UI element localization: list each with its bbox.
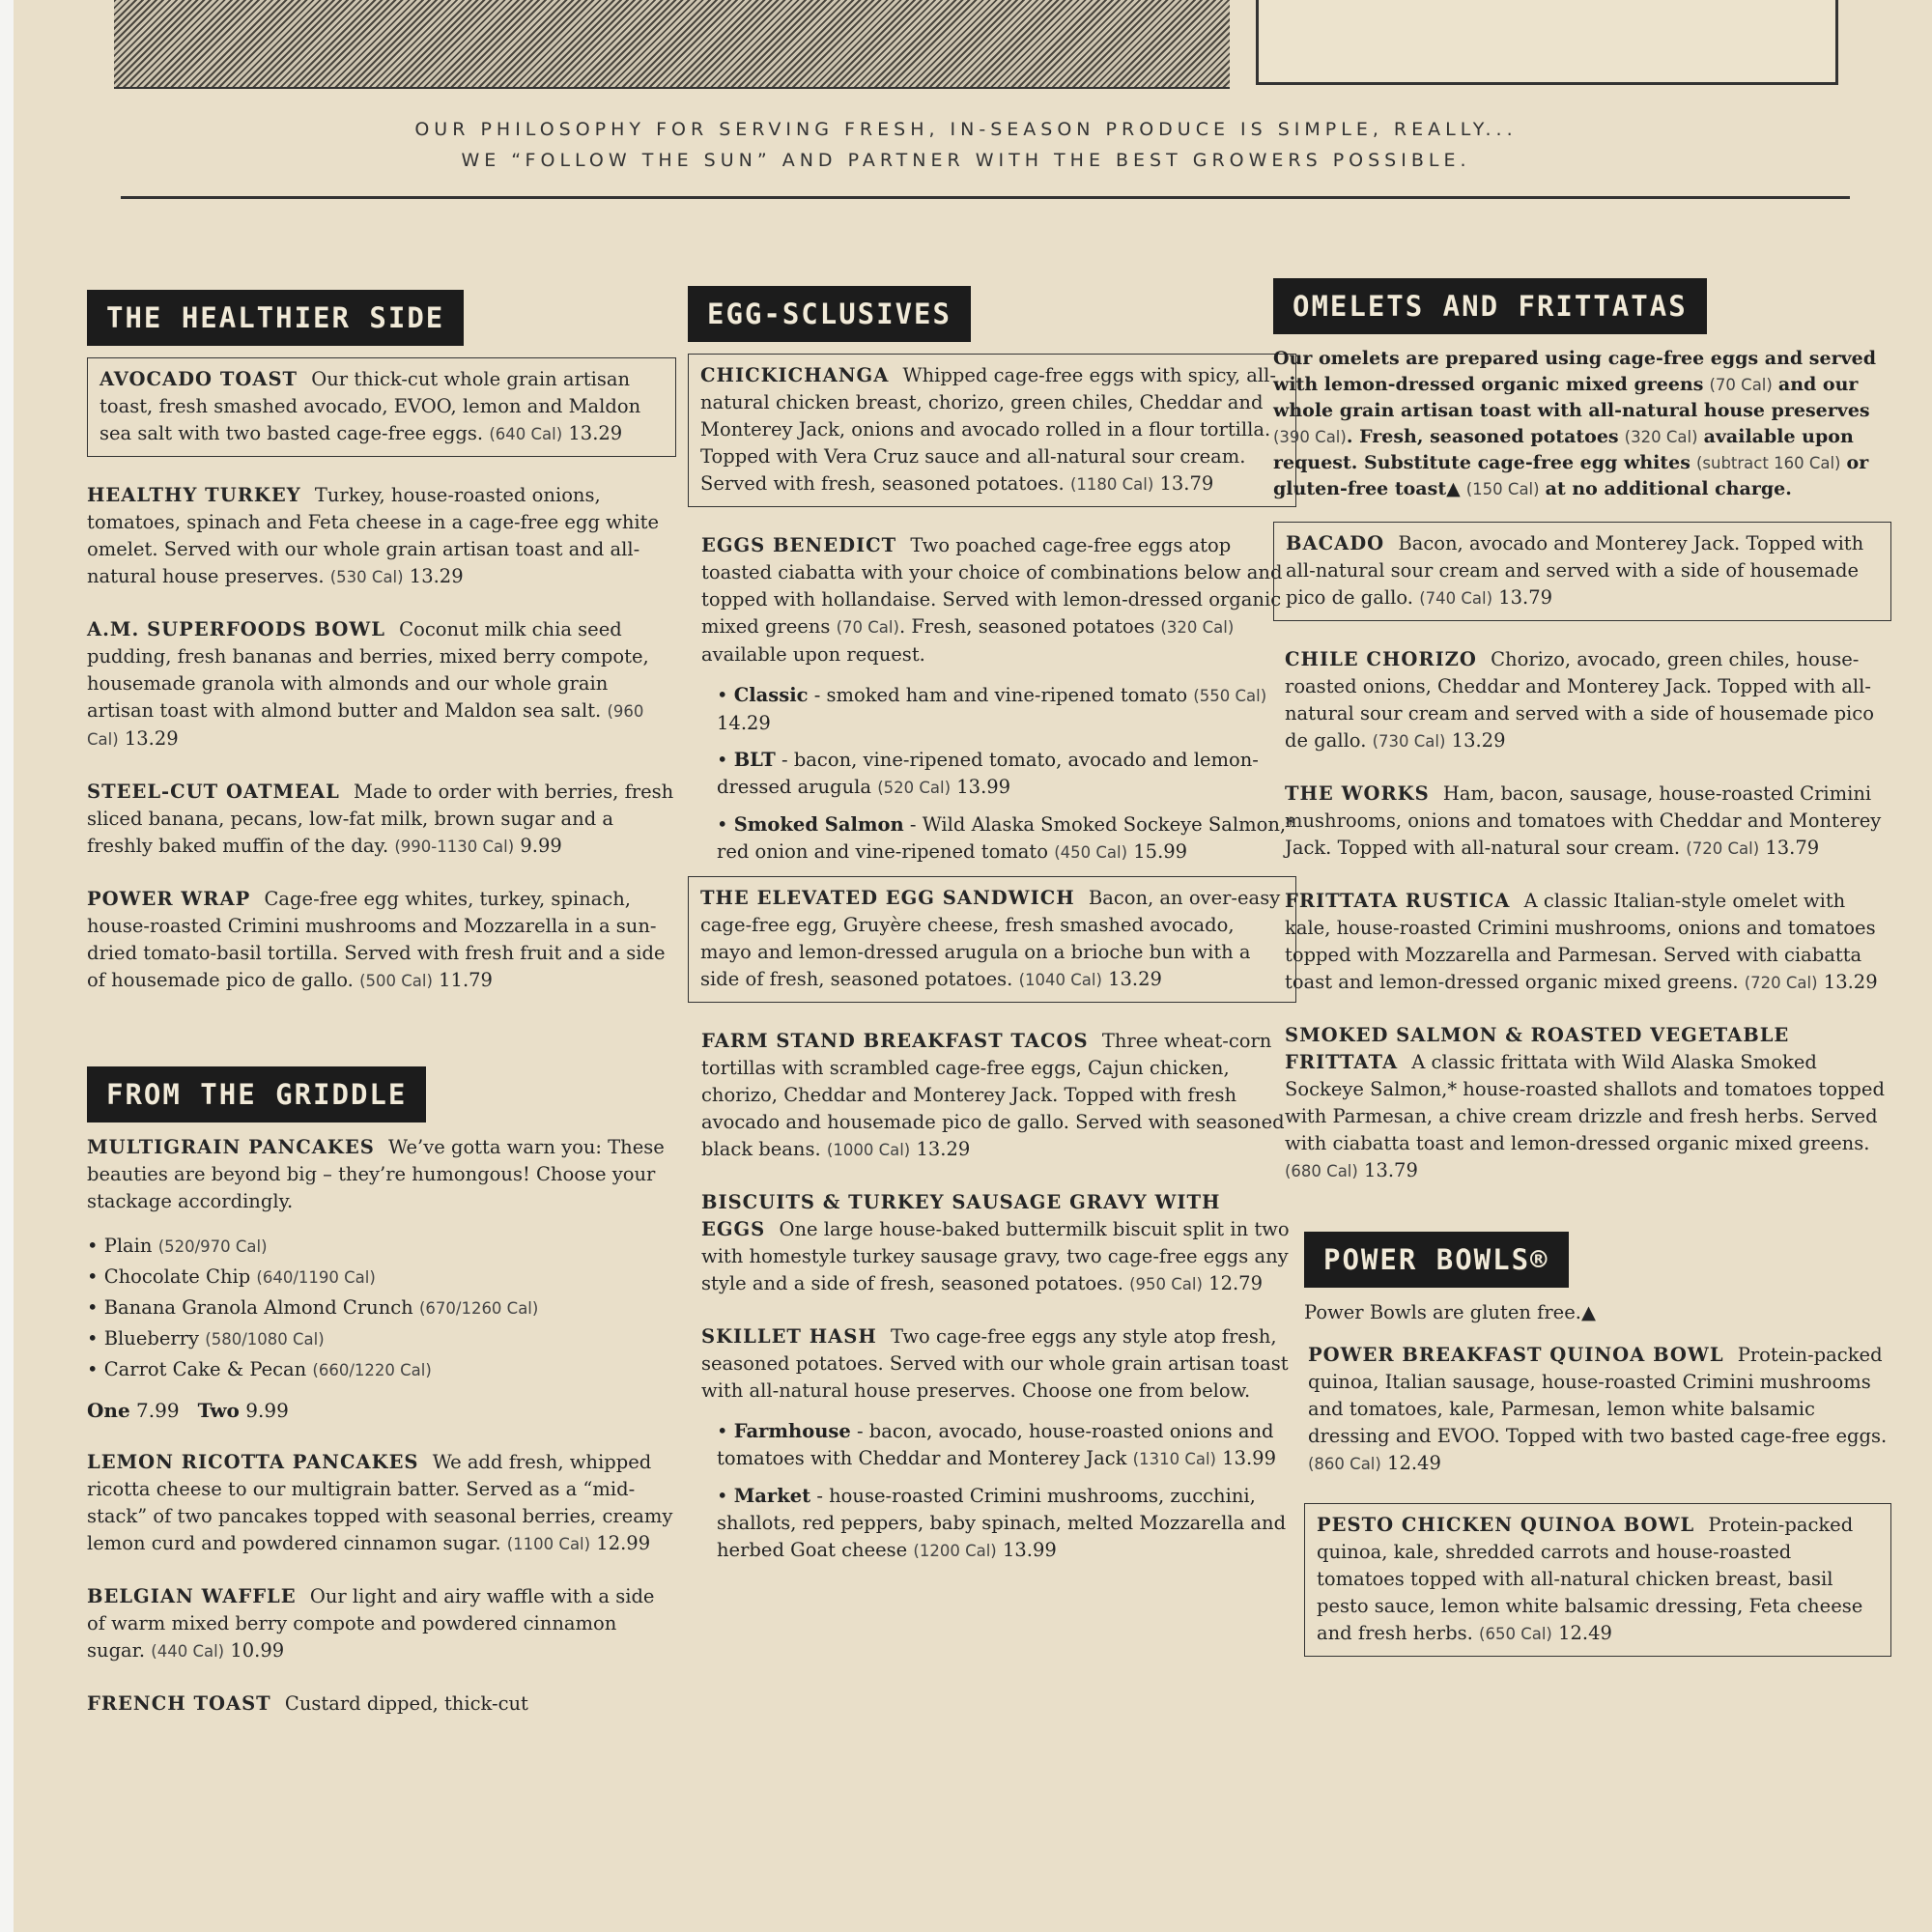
menu-item-avocado-toast: [87, 357, 676, 457]
item-desc: Three wheat-corn tortillas with scrambled cage-free eggs, Cajun chicken, chorizo, Cheddar and Monterey Jack. Topped with fresh avocado and housemade pico de gallo. Served with seasoned black beans.: [701, 1030, 1285, 1160]
item-name: CHILE CHORIZO: [1285, 648, 1477, 670]
item-calories: (950 Cal): [1129, 1275, 1203, 1293]
item-desc: We’ve gotta warn you: These beauties are beyond big – they’re humongous! Choose your stackage accordingly.: [87, 1136, 665, 1212]
item-price: 12.49: [1387, 1452, 1441, 1474]
item-desc: Custard dipped, thick-cut: [284, 1692, 528, 1715]
item-name: FRITTATA RUSTICA: [1285, 890, 1511, 912]
item-name: MULTIGRAIN PANCAKES: [87, 1136, 375, 1158]
spacer: [87, 1020, 676, 1066]
item-price: 12.99: [596, 1532, 651, 1554]
item-desc: Coconut milk chia seed pudding, fresh bananas and berries, mixed berry compote, housemade granola with almonds and our whole grain artisan toast with almond butter and Maldon sea salt.: [87, 618, 649, 722]
list-item: • Chocolate Chip (640/1190 Cal): [87, 1262, 676, 1293]
item-name: BACADO: [1286, 532, 1385, 554]
philosophy-line-2: WE “FOLLOW THE SUN” AND PARTNER WITH THE BEST GROWERS POSSIBLE.: [461, 150, 1471, 171]
menu-item-multigrain-pancakes: [87, 1134, 676, 1215]
section-title-egg: EGG-SCLUSIVES: [688, 286, 971, 342]
item-price: 13.29: [409, 565, 464, 587]
menu-item-quinoa-bowl: [1273, 1342, 1891, 1478]
menu-item-the-works: [1273, 781, 1891, 863]
section-title-griddle: FROM THE GRIDDLE: [87, 1066, 426, 1122]
header-frame: [1256, 0, 1838, 85]
section-title-healthier: THE HEALTHIER SIDE: [87, 290, 464, 346]
item-price: 13.29: [916, 1138, 971, 1160]
item-calories: (720 Cal): [1686, 839, 1760, 858]
item-calories: (650 Cal): [1479, 1625, 1552, 1643]
menu-item-power-wrap: [87, 886, 676, 995]
item-name: POWER WRAP: [87, 888, 251, 910]
item-calories: (860 Cal): [1308, 1455, 1381, 1473]
item-desc: We add fresh, whipped ricotta cheese to our multigrain batter. Served as a “mid-stack” of two pancakes topped with seasonal berries, creamy lemon curd and powdered cinnamon sugar.: [87, 1451, 673, 1554]
benedict-options: [717, 682, 1296, 867]
list-item: • Farmhouse - bacon, avocado, house-roasted onions and tomatoes with Cheddar and Monterey Jack (1310 Cal) 13.99: [717, 1418, 1296, 1473]
column-left: [87, 290, 676, 1743]
section-title-power-bowls: POWER BOWLS®: [1304, 1232, 1569, 1288]
paper-edge: [0, 0, 14, 1932]
item-desc: Protein-packed quinoa, Italian sausage, house-roasted Crimini mushrooms and tomatoes, kale, Parmesan, lemon white balsamic dressing and EVOO. Topped with two basted cage-free eggs.: [1308, 1344, 1888, 1447]
philosophy-line-1: OUR PHILOSOPHY FOR SERVING FRESH, IN-SEASON PRODUCE IS SIMPLE, REALLY...: [414, 119, 1518, 140]
item-desc: A classic Italian-style omelet with kale, house-roasted Crimini mushrooms, onions and tomatoes topped with Mozzarella and Parmesan. Served with ciabatta toast and lemon-dressed organic mixed greens.: [1285, 890, 1876, 993]
item-name: CHICKICHANGA: [700, 364, 890, 386]
item-desc: Cage-free egg whites, turkey, spinach, house-roasted Crimini mushrooms and Mozzarella in a sun-dried tomato-basil tortilla. Served with fresh fruit and a side of housemade pico de gallo.: [87, 888, 666, 991]
item-calories: (720 Cal): [1744, 974, 1818, 992]
item-name: BELGIAN WAFFLE: [87, 1585, 297, 1607]
omelets-intro: Our omelets are prepared using cage-free eggs and served with lemon-dressed organic mixed greens (70 Cal) and our whole grain artisan toast with all-natural house preserves (390 Cal). Fresh, seasoned potatoes (320 Cal) available upon request. Substitute cage-free egg whites (subtract 160 Cal) or gluten-free toast▲ (150 Cal) at no additional charge.: [1273, 348, 1877, 499]
menu-item-frittata-rustica: [1273, 888, 1891, 997]
item-desc: Made to order with berries, fresh sliced banana, pecans, low-fat milk, brown sugar and a freshly baked muffin of the day.: [87, 781, 674, 857]
item-calories: (440 Cal): [151, 1642, 225, 1661]
item-calories: (1100 Cal): [506, 1535, 591, 1553]
farm-illustration: [114, 0, 1230, 89]
item-name: THE ELEVATED EGG SANDWICH: [700, 887, 1075, 909]
pancake-options: [87, 1231, 676, 1385]
item-calories: (740 Cal): [1419, 589, 1493, 608]
item-price: 13.79: [1159, 472, 1214, 495]
pancake-prices: One 7.99 Two 9.99: [87, 1399, 289, 1422]
item-name: POWER BREAKFAST QUINOA BOWL: [1308, 1344, 1724, 1366]
menu-item-skillet-hash: [688, 1323, 1296, 1405]
item-price: 12.49: [1558, 1622, 1612, 1644]
column-right: [1273, 278, 1891, 1682]
menu-item-pesto-chicken-bowl: [1304, 1503, 1891, 1657]
item-price: 12.79: [1208, 1272, 1263, 1294]
item-desc: Two cage-free eggs any style atop fresh, seasoned potatoes. Served with our whole grain artisan toast with all-natural house preserves. Choose one from below.: [701, 1325, 1289, 1402]
power-bowls-note: Power Bowls are gluten free.▲: [1304, 1301, 1596, 1323]
item-name: LEMON RICOTTA PANCAKES: [87, 1451, 419, 1473]
item-desc: Bacon, an over-easy cage-free egg, Gruyère cheese, fresh smashed avocado, mayo and lemon-dressed arugula on a brioche bun with a side of fresh, seasoned potatoes.: [700, 887, 1281, 990]
item-desc: Ham, bacon, sausage, house-roasted Crimini mushrooms, onions and tomatoes with Cheddar and Monterey Jack. Topped with all-natural sour cream.: [1285, 782, 1882, 859]
menu-item-chile-chorizo: [1273, 646, 1891, 755]
item-name: AVOCADO TOAST: [99, 368, 298, 390]
menu-item-healthy-turkey: [87, 482, 676, 591]
divider-rule: [121, 196, 1850, 199]
menu-item-smoked-salmon-frittata: [1273, 1022, 1891, 1185]
list-item: • Banana Granola Almond Crunch (670/1260 Cal): [87, 1293, 676, 1323]
item-price: 13.29: [1451, 729, 1506, 752]
item-price: 13.79: [1498, 586, 1553, 609]
item-name: THE WORKS: [1285, 782, 1430, 805]
item-name: A.M. SUPERFOODS BOWL: [87, 618, 385, 640]
list-item: • Carrot Cake & Pecan (660/1220 Cal): [87, 1354, 676, 1385]
item-calories: (1000 Cal): [826, 1141, 911, 1159]
item-name: FARM STAND BREAKFAST TACOS: [701, 1030, 1089, 1052]
item-desc: Protein-packed quinoa, kale, shredded carrots and house-roasted tomatoes topped with all-natural chicken breast, basil pesto sauce, lemon white balsamic dressing, Feta cheese and fresh herbs.: [1317, 1514, 1863, 1644]
menu-item-oatmeal: [87, 779, 676, 861]
item-desc: Turkey, house-roasted onions, tomatoes, spinach and Feta cheese in a cage-free egg white omelet. Served with our whole grain artisan toast and all-natural house preserves.: [87, 484, 659, 587]
item-price: 13.29: [1108, 968, 1162, 990]
skillet-options: [717, 1418, 1296, 1565]
item-calories: (990-1130 Cal): [394, 838, 515, 856]
item-name: SKILLET HASH: [701, 1325, 877, 1348]
item-name: FRENCH TOAST: [87, 1692, 271, 1715]
menu-item-french-toast: [87, 1690, 676, 1718]
section-title-omelets: OMELETS AND FRITTATAS: [1273, 278, 1707, 334]
menu-item-eggs-benedict: EGGS BENEDICT Two poached cage-free eggs atop toasted ciabatta with your choice of combinations below and topped with hollandaise. Served with lemon-dressed organic mixed greens (70 Cal). Fresh, seasoned potatoes (320 Cal) available upon request.: [701, 534, 1283, 666]
philosophy-statement: [0, 114, 1932, 176]
item-price: 13.79: [1765, 837, 1820, 859]
column-middle: [688, 286, 1296, 1575]
item-desc: Our thick-cut whole grain artisan toast, fresh smashed avocado, EVOO, lemon and Maldon sea salt with two basted cage-free eggs.: [99, 368, 641, 444]
item-price: 13.79: [1364, 1159, 1418, 1181]
menu-item-breakfast-tacos: [688, 1028, 1296, 1164]
menu-item-bacado: [1273, 522, 1891, 621]
item-name: SMOKED SALMON & ROASTED VEGETABLE FRITTATA: [1285, 1024, 1790, 1073]
item-calories: (960 Cal): [87, 702, 644, 749]
item-name: PESTO CHICKEN QUINOA BOWL: [1317, 1514, 1695, 1536]
list-item: • Market - house-roasted Crimini mushrooms, zucchini, shallots, red peppers, baby spinach, melted Mozzarella and herbed Goat cheese (1200 Cal) 13.99: [717, 1483, 1296, 1565]
item-desc: One large house-baked buttermilk biscuit split in two with homestyle turkey sausage gravy, two cage-free eggs any style and a side of fresh, seasoned potatoes.: [701, 1218, 1290, 1294]
item-desc: A classic frittata with Wild Alaska Smoked Sockeye Salmon,* house-roasted shallots and tomatoes topped with Parmesan, a chive cream drizzle and fresh herbs. Served with ciabatta toast and lemon-dressed organic mixed greens.: [1285, 1051, 1885, 1154]
item-calories: (680 Cal): [1285, 1162, 1358, 1180]
item-desc: Our light and airy waffle with a side of warm mixed berry compote and powdered cinnamon sugar.: [87, 1585, 655, 1662]
list-item: • BLT - bacon, vine-ripened tomato, avocado and lemon-dressed arugula (520 Cal) 13.99: [717, 747, 1296, 802]
item-name: EGGS BENEDICT: [701, 534, 897, 556]
item-calories: (640 Cal): [489, 425, 563, 443]
menu-item-chickichanga: [688, 354, 1296, 507]
item-calories: (530 Cal): [329, 568, 404, 586]
item-price: 13.29: [568, 422, 623, 444]
item-desc: Chorizo, avocado, green chiles, house-roasted onions, Cheddar and Monterey Jack. Topped with all-natural sour cream and served with a side of housemade pico de gallo.: [1285, 648, 1874, 752]
item-calories: (1180 Cal): [1069, 475, 1154, 494]
menu-item-superfoods-bowl: [87, 616, 676, 753]
item-name: BISCUITS & TURKEY SAUSAGE GRAVY WITH EGGS: [701, 1191, 1221, 1240]
item-name: HEALTHY TURKEY: [87, 484, 301, 506]
item-name: STEEL-CUT OATMEAL: [87, 781, 340, 803]
menu-item-lemon-ricotta: [87, 1449, 676, 1558]
item-price: 13.29: [124, 727, 179, 750]
spacer: [1273, 1210, 1891, 1232]
item-calories: (500 Cal): [359, 972, 433, 990]
list-item: • Classic - smoked ham and vine-ripened tomato (550 Cal) 14.29: [717, 682, 1296, 737]
item-price: 10.99: [230, 1639, 285, 1662]
list-item: • Blueberry (580/1080 Cal): [87, 1323, 676, 1354]
item-desc: Bacon, avocado and Monterey Jack. Topped with all-natural sour cream and served with a side of housemade pico de gallo.: [1286, 532, 1864, 609]
item-price: 11.79: [439, 969, 493, 991]
item-calories: (730 Cal): [1372, 732, 1446, 751]
item-desc: Whipped cage-free eggs with spicy, all-natural chicken breast, chorizo, green chiles, Cheddar and Monterey Jack, onions and avocado rolled in a flour tortilla. Topped with Vera Cruz sauce and all-natural sour cream. Served with fresh, seasoned potatoes.: [700, 364, 1276, 495]
menu-item-belgian-waffle: [87, 1583, 676, 1665]
menu-item-elevated-egg-sandwich: [688, 876, 1296, 1003]
item-price: 9.99: [520, 835, 562, 857]
list-item: • Plain (520/970 Cal): [87, 1231, 676, 1262]
item-price: 13.29: [1823, 971, 1878, 993]
item-calories: (1040 Cal): [1018, 971, 1102, 989]
list-item: • Smoked Salmon - Wild Alaska Smoked Sockeye Salmon,* red onion and vine-ripened tomato (450 Cal) 15.99: [717, 811, 1296, 867]
menu-item-biscuits-gravy: [688, 1189, 1296, 1298]
